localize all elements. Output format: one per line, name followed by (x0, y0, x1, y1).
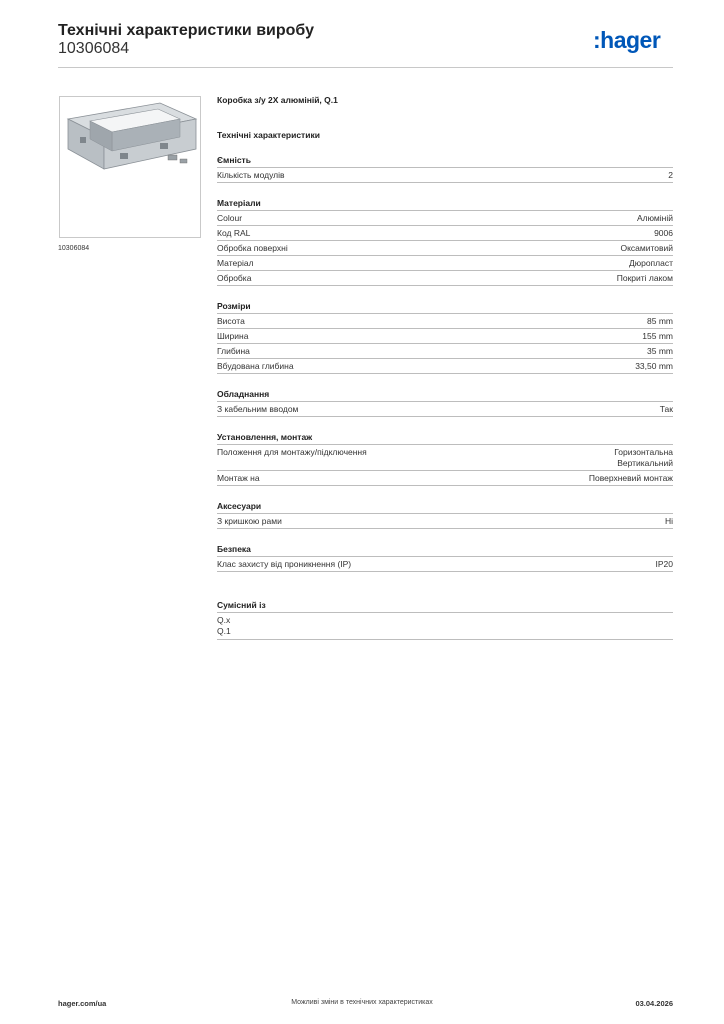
section-title: Сумісний із (217, 600, 673, 613)
specifications (217, 95, 673, 640)
section-title: Установлення, монтаж (217, 432, 673, 445)
spec-row (217, 471, 673, 486)
product-image (59, 96, 201, 238)
image-caption: 10306084 (58, 245, 90, 252)
section-title: Обладнання (217, 389, 673, 402)
product-code: 10306084 (58, 40, 130, 57)
spec-label: Матеріал (217, 258, 254, 268)
spec-value: 9006 (654, 228, 673, 238)
section-title: Ємність (217, 155, 673, 168)
spec-value: Покриті лаком (616, 273, 673, 283)
section-safety (217, 544, 673, 572)
spec-row (217, 514, 673, 529)
spec-value: Ні (664, 516, 673, 526)
spec-value: Вертикальний (617, 458, 673, 468)
section-title: Матеріали (217, 198, 673, 211)
spec-row (217, 359, 673, 374)
section-accessories (217, 501, 673, 529)
spec-value: IP20 (655, 559, 673, 569)
section-title: Безпека (217, 544, 673, 557)
section-capacity (217, 155, 673, 183)
spec-value: 2 (668, 170, 673, 180)
spec-value: Дюропласт (628, 258, 673, 268)
spec-row (217, 445, 673, 471)
spec-value-multi (614, 447, 673, 469)
spec-value: 155 mm (642, 331, 673, 341)
spec-label: Ширина (217, 331, 249, 341)
spec-label: Положення для монтажу/підключення (217, 447, 367, 457)
spec-value: 35 mm (647, 346, 673, 356)
spec-row (217, 314, 673, 329)
hager-logo-text: :hager (593, 28, 661, 53)
section-compatible (217, 600, 673, 640)
spec-row (217, 557, 673, 572)
section-equipment (217, 389, 673, 417)
spec-value: Оксамитовий (620, 243, 673, 253)
spec-label: Кількість модулів (217, 170, 285, 180)
spec-label: З кришкою рами (217, 516, 282, 526)
list-item: Q.1 (217, 626, 231, 636)
section-materials (217, 198, 673, 286)
spec-label: З кабельним вводом (217, 404, 299, 414)
header-divider (58, 67, 673, 68)
spec-label: Обробка поверхні (217, 243, 288, 253)
specs-heading: Технічні характеристики (217, 130, 320, 140)
spec-label: Вбудована глибина (217, 361, 294, 371)
footer-note: Можливі зміни в технічних характеристиках (291, 999, 433, 1006)
compatible-list (217, 613, 673, 640)
spec-label: Обробка (217, 273, 252, 283)
spec-row (217, 402, 673, 417)
spec-label: Colour (217, 213, 243, 223)
spec-row (217, 329, 673, 344)
section-title: Аксесуари (217, 501, 673, 514)
spec-row (217, 241, 673, 256)
product-name: Коробка з/у 2X алюміній, Q.1 (217, 95, 338, 105)
spec-row (217, 344, 673, 359)
spec-value: 85 mm (647, 316, 673, 326)
page-title: Технічні характеристики виробу (58, 22, 314, 39)
hager-logo (593, 28, 673, 54)
footer-website-link[interactable]: hager.com/ua (58, 999, 107, 1008)
spec-value: Горизонтальна (614, 447, 673, 457)
section-title: Розміри (217, 301, 673, 314)
spec-row (217, 256, 673, 271)
spec-row (217, 211, 673, 226)
section-dimensions (217, 301, 673, 374)
product-box-illustration (60, 97, 200, 237)
footer-date: 03.04.2026 (635, 999, 673, 1008)
list-item: Q.x (217, 615, 231, 625)
spec-value: 33,50 mm (635, 361, 673, 371)
spec-value: Алюміній (637, 213, 673, 223)
spec-row (217, 271, 673, 286)
spec-label: Монтаж на (217, 473, 260, 483)
spec-row (217, 168, 673, 183)
spec-value: Поверхневий монтаж (588, 473, 673, 483)
spec-row (217, 226, 673, 241)
spec-label: Висота (217, 316, 245, 326)
spec-value: Так (659, 404, 673, 414)
spec-label: Код RAL (217, 228, 251, 238)
spec-label: Клас захисту від проникнення (IP) (217, 559, 352, 569)
spec-label: Глибина (217, 346, 250, 356)
section-installation (217, 432, 673, 486)
